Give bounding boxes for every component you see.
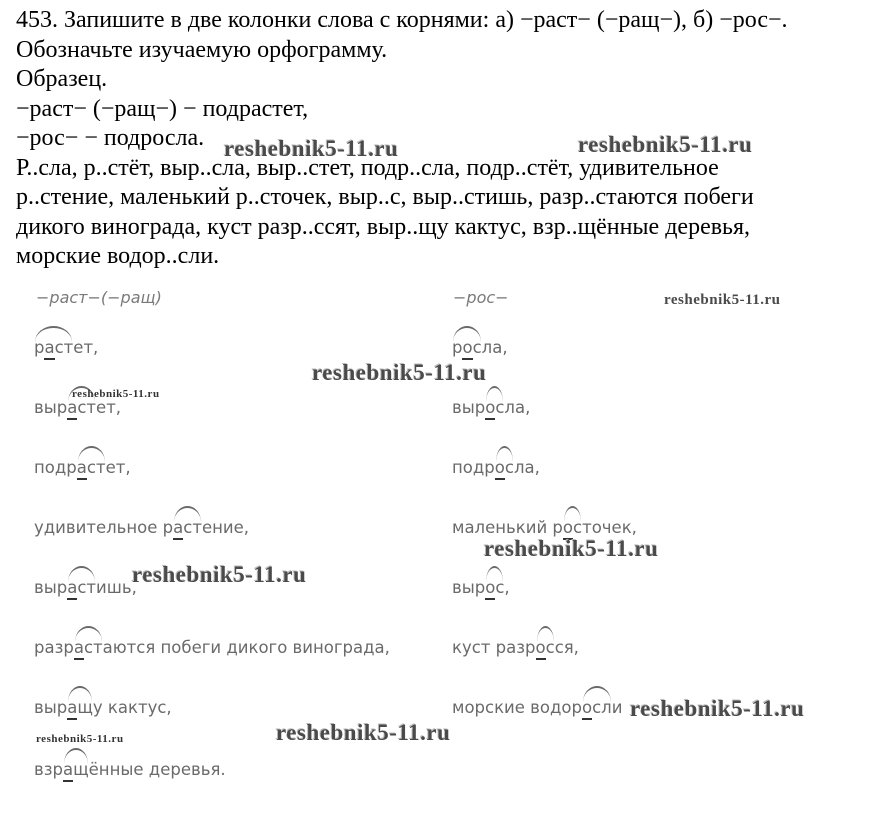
watermark: reshebnik5-11.ru: [664, 292, 781, 308]
watermark: reshebnik5-11.ru: [484, 536, 659, 561]
watermark: reshebnik5-11.ru: [312, 360, 487, 385]
left-word: удивительное растение,: [34, 518, 250, 537]
exercise-words-3: дикого винограда, куст разр..ссят, выр..щу кактус, взр..щённые деревья,: [16, 213, 751, 240]
right-word: подросла,: [452, 458, 540, 477]
right-word: куст разросся,: [452, 638, 579, 657]
right-word: росла,: [452, 338, 508, 357]
watermark: reshebnik5-11.ru: [36, 733, 124, 745]
sample-line-2: −рос− − подросла.: [16, 125, 205, 151]
left-word: вырастишь,: [34, 578, 137, 597]
left-word: выращу кактус,: [34, 698, 172, 717]
watermark: reshebnik5-11.ru: [630, 696, 805, 721]
right-word: маленький росточек,: [452, 518, 637, 537]
left-word: подрастет,: [34, 458, 131, 477]
exercise-words-1: Р..сла, р..стёт, выр..сла, выр..стет, подр..сла, подр..стёт, удивительное: [16, 154, 719, 181]
watermark: reshebnik5-11.ru: [578, 132, 753, 157]
left-word: растет,: [34, 338, 99, 357]
right-word: вырос,: [452, 578, 510, 597]
sample-line-1: −раст− (−ращ−) − подрастет,: [16, 95, 309, 122]
watermark: reshebnik5-11.ru: [224, 136, 399, 161]
exercise-title: 453. Запишите в две колонки слова с корнями: а) −раст− (−ращ−), б) −рос−.: [16, 7, 788, 33]
right-column-heading: −рос−: [453, 288, 509, 307]
exercise-instruction: Обозначьте изучаемую орфограмму.: [16, 36, 388, 63]
watermark: reshebnik5-11.ru: [72, 388, 160, 400]
sample-label: Образец.: [16, 66, 108, 92]
exercise-words-2: р..стение, маленький р..сточек, выр..с, выр..стишь, разр..стаются побеги: [16, 184, 754, 210]
right-word: выросла,: [452, 398, 531, 417]
watermark: reshebnik5-11.ru: [276, 720, 451, 745]
watermark: reshebnik5-11.ru: [132, 562, 307, 587]
left-word: разрастаются побеги дикого винограда,: [34, 638, 390, 657]
exercise-words-4: морские водор..сли.: [16, 243, 220, 269]
left-column-heading: −раст−(−ращ): [36, 288, 162, 307]
right-word: морские водоросли: [452, 698, 623, 717]
left-word: взращённые деревья.: [34, 760, 226, 779]
left-word: вырастет,: [34, 398, 122, 417]
